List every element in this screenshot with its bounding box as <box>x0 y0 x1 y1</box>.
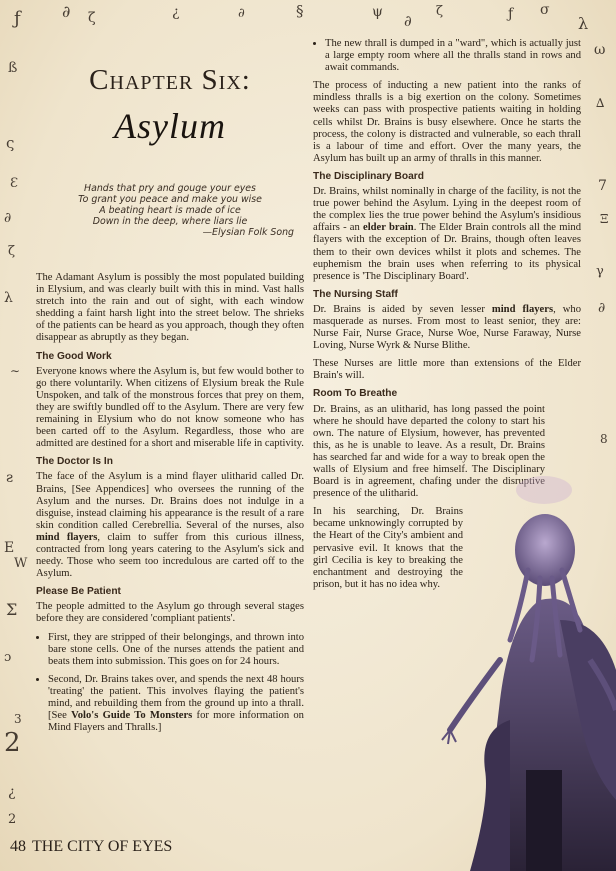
mind-flayer-illustration <box>440 470 616 871</box>
page-number: 48 <box>10 838 26 855</box>
poem-line: Hands that pry and gouge your eyes <box>84 183 256 194</box>
section-heading-breathe: Room To Breathe <box>313 388 398 400</box>
board-text-1: Dr. Brains, whilst nominally in charge of the facility, is not the true power behind the Asylum. Lying in the deepest room of the complex lies the true power behind the Asylum's insidious affairs - an <box>313 186 581 234</box>
breathe-paragraph-2: In his searching, Dr. Brains became unknowingly corrupted by the Heart of the City's ambient and pervasive evil. It knows that the girl Cecilia is key to breaking the enchantment and destroying the prison, but it has no idea why. <box>313 506 463 590</box>
nursing-paragraph <box>313 304 581 352</box>
stage-2-text: Second, Dr. Brains takes over, and spends the next 48 hours 'treating' the patient. This involves flaying the patient's mind, and rebuilding them from the ground up into a thrall. [See <box>48 673 304 722</box>
stage-item-3: • The new thrall is dumped in a "ward", which is actually just a large empty room where all the thralls stand in rows and await commands. <box>325 38 581 74</box>
stage-2-end: for more information on Mind Flayers and Thralls.] <box>48 710 304 734</box>
chapter-title: Asylum <box>114 106 226 146</box>
epigraph-poem <box>36 183 304 238</box>
board-paragraph <box>313 186 581 283</box>
section-heading-patient: Please Be Patient <box>36 586 121 598</box>
poem-line: To grant you peace and make you wise <box>78 194 262 205</box>
breathe-paragraph-1: Dr. Brains, as an ulitharid, has long passed the point where he should have departed the colony to start his own. The nature of Elysium, however, has prevented this, as he is unable to leave. As a result, Dr. Brains has searched far and wide for a way to break open the walls of Elysium and free himself. The Disciplinary Board is in agreement, chafing under the disruptive presence of the ulitharid. <box>313 403 545 500</box>
section-heading-nursing: The Nursing Staff <box>313 288 398 300</box>
stages-list <box>36 632 304 735</box>
chapter-heading <box>36 64 304 147</box>
doctor-paragraph <box>36 471 304 580</box>
poem-line: Down in the deep, where liars lie <box>92 216 248 227</box>
intro-paragraph: The Adamant Asylum is possibly the most populated building in Elysium, and was clearly built with this in mind. Vast halls stretch into the rain and out of sight, with each window shedding a faint harsh light into the street below. The shrieks of the patients can be heard as you approach, though they often disappear as abruptly as they began. <box>36 272 304 344</box>
stages-list-continued <box>313 38 581 74</box>
page: ƒ ∂ ζ ¿ ∂ § ψ ∂ ζ ƒ σ λ ω ∆ 7 Ξ γ ∂ 8 ß ς Ɛ ∂ ζ λ ∼ ƨ E W Ʃ ɔ 3 2 ¿ 2 Chapter Six: Asylum Hands that pry and gouge your eyes To grant you peace and make you wise A beating heart is made of ice Down in the deep, where liars lie —Elysian Folk Song The Adamant Asylum is possibly the most populated building in Elysium, and was clearly built with this in mind. Vast halls stretch into the rain and out of sight, with each window shedding a faint harsh light into the street below. The shrieks of the patients can be heard as you approach, though they often disappear as abruptly as they began. The Good Work Everyone knows where the Asylum is, but few would bother to go there voluntarily. When citizens of Elysium break the Rule Unspoken, and talk of the monstrous forces that prey on them, they are swiftly bundled off to the Asylum. There are very few remaining in Elysium who do not know someone who has been carted off to the Asylum. Regardless, those who are admitted are destined for a short and miserable life in captivity. The Doctor Is In The face of the Asylum is a mind flayer ulitharid called Dr. Brains, [See Appendices] who oversees the running of the Asylum and the nurses. Dr. Brains does not indulge in a disguise, instead claiming his appearance is the result of a rare skin condition called Cerebrellia. Several of the nurses, also mind flayers, claim to suffer from this curious illness, contracted from long years catering to the Asylum's sick and needy. Those who seem too incredulous are carted off to the Asylum. Please Be Patient The people admitted to the Asylum go through several stages before they are considered 'compliant patients'. • First, they are stripped of their belongings, and thrown into bare stone cells. One of the nurses attends the patient and beats them into submission. This goes on for 24 hours. • Second, Dr. Brains takes over, and spends the next 48 hours 'treating' the patient. This involves flaying the patient's mind, and rebuilding them from the ground up into a thrall. [See Volo's Guide To Monsters for more information on Mind Flayers and Thralls.] • The new thrall is dumped in a "ward", which is actually just a large empty room where all the thralls stand in rows and await commands. The process of inducting a new patient into the ranks of mindless thralls is a big exertion on the colony. Sometimes weeks can pass with prospective patients waiting in holding cells whilst Dr. Brains is busy elsewhere. Once he starts the process, the colony is distracted and vulnerable, so each thrall is a labour of time and effort. Over the many years, the Asylum has built up an army of thralls in this manner. The Disciplinary Board Dr. Brains, whilst nominally in charge of the facility, is not the true power behind the Asylum. Lying in the deepest room of the complex lies the true power behind the Asylum's insidious affairs - an elder brain. The Elder Brain controls all the mind flayers with the exception of Dr. Brains, though often leaves them to their own devices whilst it plots and schemes. The euphemism the brain uses when referring to its physical presence is 'The Disciplinary Board'. The Nursing Staff Dr. Brains is aided by seven lesser mind flayers, who masquerade as nurses. From most to least senior, they are: Nurse Fair, Nurse Grace, Nurse Woe, Nurse Faraway, Nurse Loving, Nurse Wyrk & Nurse Blithe. These Nurses are little more than extensions of the Elder Brain's will. Room To Breathe Dr. Brains, as an ulitharid, has long passed the point where he should have departed the colony to start his own. The nature of Elysium, however, has prevented this, as he is unable to leave. As a result, Dr. Brains has searched far and wide for a way to break open the walls of Elysium and free himself. The Disciplinary Board is in agreement, chafing under the disruptive presence of the ulitharid. In his searching, Dr. Brains became unknowingly corrupted by the Heart of the City's ambient and pervasive evil. It knows that the girl Cecilia is key to breaking the enchantment and destroying the prison, but it has no idea why. 48 THE CITY OF EYES <box>0 0 616 871</box>
doctor-text-2: , claim to suffer from this curious illness, contracted from long years catering to the Asylum's sick and needy. Those who seem too incredulous are carted off to the Asylum. <box>36 531 305 580</box>
page-footer <box>10 838 172 856</box>
good-work-paragraph: Everyone knows where the Asylum is, but few would bother to go there voluntarily. When citizens of Elysium break the Rule Unspoken, and talk of the monstrous forces that prey on them, they are swiftly bundled off to the Asylum. There are very few remaining in Elysium who do not know someone who has been carted off to the Asylum. Regardless, those who are admitted are destined for a short and miserable life in captivity. <box>36 365 304 450</box>
stage-item-1: • First, they are stripped of their belongings, and thrown into bare stone cells. One of the nurses attends the patient and beats them into submission. This goes on for 24 hours. <box>48 632 304 668</box>
book-reference: Volo's Guide To Monsters <box>71 710 193 722</box>
board-text-2: . The Elder Brain controls all the mind flayers with the exception of Dr. Brains, though often leaves them to their own devices whilst it plots and schemes. The euphemism the brain uses when referring to its physical presence is 'The Disciplinary Board'. <box>313 222 581 282</box>
poem-line: A beating heart is made of ice <box>99 205 241 216</box>
section-heading-doctor: The Doctor Is In <box>36 456 113 468</box>
nursing-text-1: Dr. Brains is aided by seven lesser <box>313 303 492 315</box>
patient-intro: The people admitted to the Asylum go through several stages before they are considered 'compliant patients'. <box>36 601 304 625</box>
section-heading-good-work: The Good Work <box>36 350 112 362</box>
book-title: THE CITY OF EYES <box>32 838 173 855</box>
doctor-bold-term: mind flayers <box>36 531 98 543</box>
elder-brain-term: elder brain <box>363 222 414 234</box>
nursing-text-2: , who masquerade as nurses. From most to least senior, they are: Nurse Fair, Nurse Grace, Nurse Woe, Nurse Faraway, Nurse Loving, Nurse Wyrk & Nurse Blithe. <box>313 303 581 352</box>
mind-flayers-term: mind flayers <box>491 303 554 315</box>
poem-attribution: —Elysian Folk Song <box>202 227 294 238</box>
nursing-paragraph-2: These Nurses are little more than extensions of the Elder Brain's will. <box>313 358 581 382</box>
doctor-text-1: The face of the Asylum is a mind flayer ulitharid called Dr. Brains, [See Appendices] who oversees the running of the Asylum and the nurses. Dr. Brains does not indulge in a disguise, instead claiming his appearance is the result of a rare skin condition called Cerebrellia. Several of the nurses, also <box>36 471 304 531</box>
left-column <box>36 272 304 740</box>
section-heading-board: The Disciplinary Board <box>313 170 424 182</box>
stage-item-2 <box>48 674 304 734</box>
chapter-label: Chapter Six: <box>89 64 251 96</box>
process-paragraph: The process of inducting a new patient into the ranks of mindless thralls is a big exertion on the colony. Sometimes weeks can pass with prospective patients waiting in holding cells whilst Dr. Brains is busy elsewhere. Once he starts the process, the colony is distracted and vulnerable, so each thrall is a labour of time and effort. Over the many years, the Asylum has built up an army of thralls in this manner. <box>313 80 581 164</box>
